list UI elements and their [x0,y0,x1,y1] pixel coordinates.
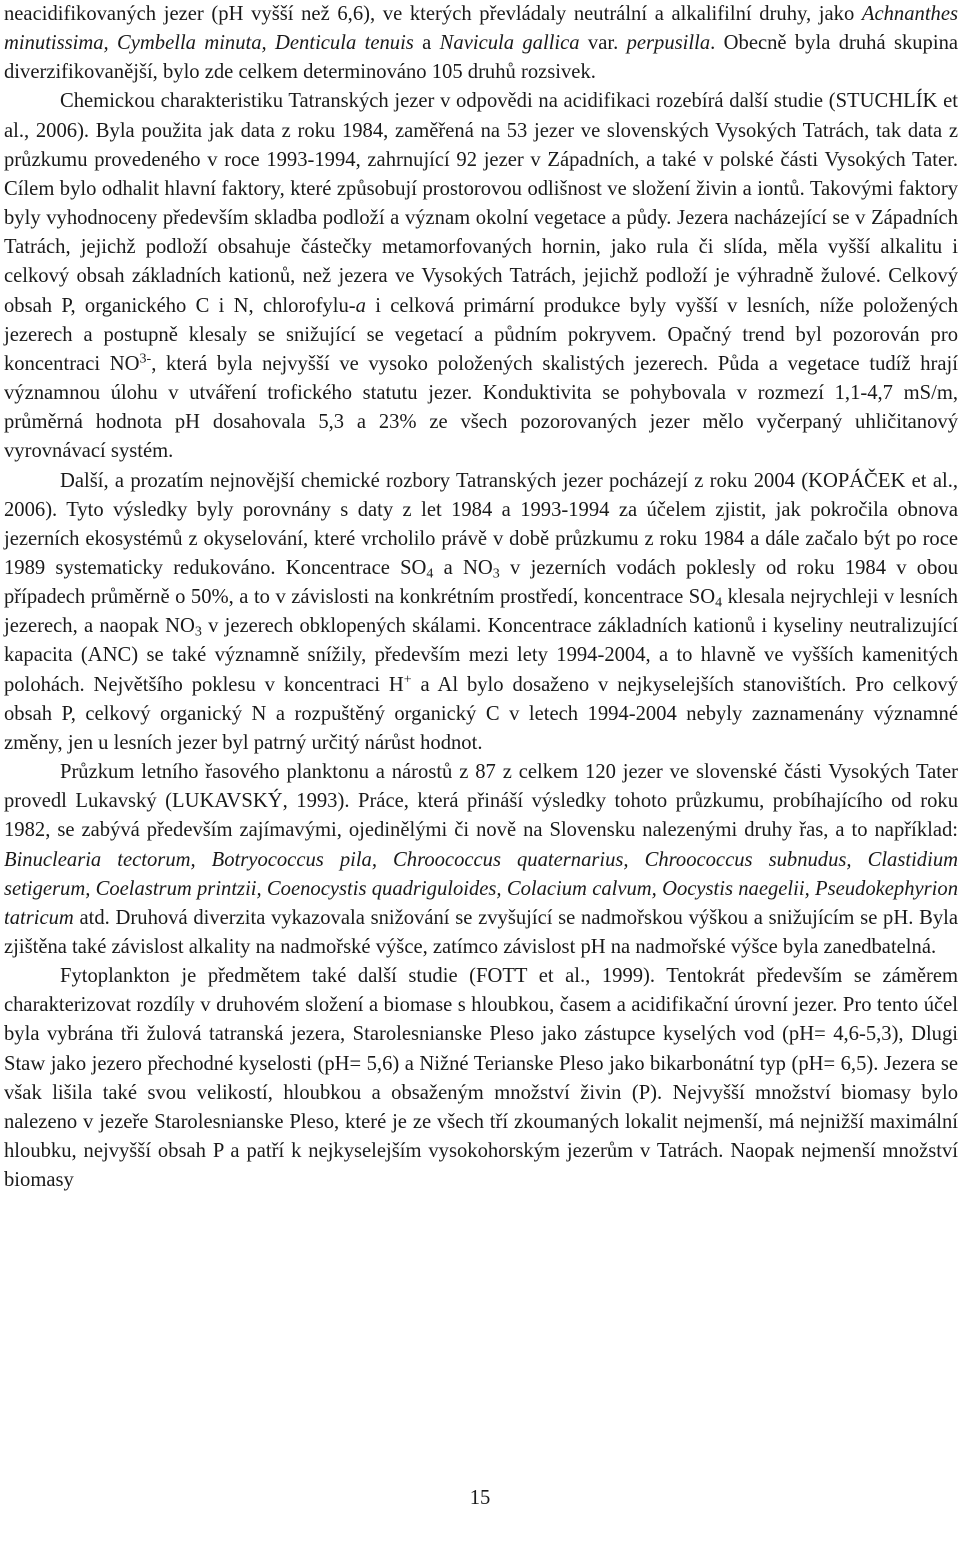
italic-run: Achnanthes minutissima, Cymbella minuta, Denticula tenuis [4,3,958,55]
superscript: 3- [139,351,152,367]
text-run: a NO [433,556,493,579]
text-run: atd. Druhová diverzita vykazovala snižování se zvyšující se nadmořskou výškou a snižujícím se pH. Byla zjištěna také závislost alkality na nadmořské výšce, zatímco závislost pH na nadmořské výšce byla zanedbatelná. [4,906,958,958]
superscript: + [403,671,412,687]
text-run: var. [579,32,627,55]
text-run: Chemickou charakteristiku Tatranských jezer v odpovědi na acidifikaci rozebírá další studie (STUCHLÍK et al., 2006). Byla použita jak data z roku 1984, zaměřená na 53 jezer ve slovenských Vysokých Tatrách, tak data z průzkumu provedeného v roce 1993-1994, zahrnující 92 jezer v Západních, a také v polské části Vysokých Tater. Cílem bylo odhalit hlavní faktory, které způsobují prostorovou odlišnost ve složení živin a iontů. Takovými faktory byly vyhodnoceny především skladba podloží a význam okolní vegetace a půdy. Jezera nacházející se v Západních Tatrách, jejichž podloží obsahuje částečky metamorfovaných hornin, jako rula či slída, měla vyšší alkalitu i celkový obsah základních kationů, než jezera ve Vysokých Tatrách, jejichž podloží je výhradně žulové. Celkový obsah P, organického C i N, chlorofylu- [4,90,958,317]
text-run: klesala nejrychleji v lesních jezerech, a naopak NO [4,586,958,638]
italic-run: perpusilla [626,32,711,55]
text-run: . Obecně byla druhá skupina diverzifikovanější, bylo zde celkem determinováno 105 druhů rozsivek. [4,32,959,84]
paragraph [4,962,958,1195]
paragraph [4,87,958,466]
text-run: , která byla nejvyšší ve vysoko položených skalistých jezerech. Půda a vegetace tudíž hrají významnou úlohu v utváření trofického statutu jezer. Konduktivita se pohybovala v rozmezí 1,1-4,7 mS/m, průměrná hodnota pH dosahovala 5,3 a 23% ze všech pozorovaných jezer mělo vyčerpaný uhličitanový vyrovnávací systém. [4,352,958,463]
document-body [4,0,958,1195]
page-number: 15 [469,1487,491,1509]
italic-run: Navicula gallica [439,32,580,55]
paragraph [4,758,958,962]
italic-run: Binuclearia tectorum, Botryococcus pila, Chroococcus quaternarius, Chroococcus subnudus, Clastidium setigerum, Coelastrum printzii, Coenocystis quadriguloides, Colacium calvum, Oocystis naegelii, Pseudokephyrion tatricum [4,848,958,929]
paragraph [4,467,958,759]
subscript: 3 [194,624,202,640]
subscript: 4 [715,595,723,611]
text-run: v jezerních vodách poklesly od roku 1984 v obou případech průměrně o 50%, a to v závislosti na konkrétním prostředí, koncentrace SO [4,556,958,609]
text-run: v jezerech obklopených skálami. Koncentrace základních kationů i kyseliny neutralizující kapacita (ANC) se také významně snížily, především mezi lety 1994-2004, a to hlavně ve vyšších kamenitých polohách. Největšího poklesu v koncentraci H [4,615,958,696]
subscript: 3 [492,566,500,582]
paragraph [4,0,958,87]
text-run: Fytoplankton je předmětem také další studie (FOTT et al., 1999). Tentokrát především se záměrem charakterizovat rozdíly v druhovém složení a biomase s hloubkou, časem a acidifikační úrovní jezer. Pro tento účel byla vybrána tři žulová tatranská jezera, Starolesnianske Pleso jako zástupce kyselých vod (pH= 4,6-5,3), Dlugi Staw jako jezero přechodné kyselosti (pH= 5,6) a Nižné Terianske Pleso jako bikarbonátní typ (pH= 6,5). Jezera se však lišila také svou velikostí, hloubkou a obsaženým množství živin (P). Nejvyšší množství biomasy bylo nalezeno v jezeře Starolesnianske Pleso, které je ze všech tří zkoumaných lokalit nejmenší, má nejnižší maximální hloubku, nejvyšší obsah P a patří k nejkyselejším vysokohorským jezerům v Tatrách. Naopak nejmenší množství biomasy [4,965,958,1192]
text-run: a Al bylo dosaženo v nejkyselejších stanovištích. Pro celkový obsah P, celkový organický N a rozpuštěný organický C v letech 1994-2004 nebyly zaznamenány významné změny, jen u lesních jezer byl patrný určitý nárůst hodnot. [4,673,958,754]
text-run: i celková primární produkce byly vyšší v lesních, níže položených jezerech a postupně klesaly se snižující se vegetací a půdním pokryvem. Opačný trend byl pozorován pro koncentraci NO [4,294,958,375]
text-run: neacidifikovaných jezer (pH vyšší než 6,6), ve kterých převládaly neutrální a alkalifilní druhy, jako [4,3,862,25]
subscript: 4 [426,566,434,582]
text-run: a [413,32,440,55]
italic-run: a [355,294,366,317]
text-run: Průzkum letního řasového planktonu a nárostů z 87 z celkem 120 jezer ve slovenské části Vysokých Tater provedl Lukavský (LUKAVSKÝ, 1993). Práce, která přináší výsledky tohoto průzkumu, probíhajícího od roku 1982, se zabývá především zajímavými, ojedinělými či nově na Slovensku nalezenými druhy řas, a to například: [4,761,958,842]
text-run: Další, a prozatím nejnovější chemické rozbory Tatranských jezer pocházejí z roku 2004 (KOPÁČEK et al., 2006). Tyto výsledky byly porovnány s daty z let 1984 a 1993-1994 za účelem zjistit, jak pokročila obnova jezerních ekosystémů z okyselování, které vrcholilo právě v době průzkumu z roku 1984 a dále začalo být po roce 1989 systematicky redukováno. Koncentrace SO [4,469,958,579]
